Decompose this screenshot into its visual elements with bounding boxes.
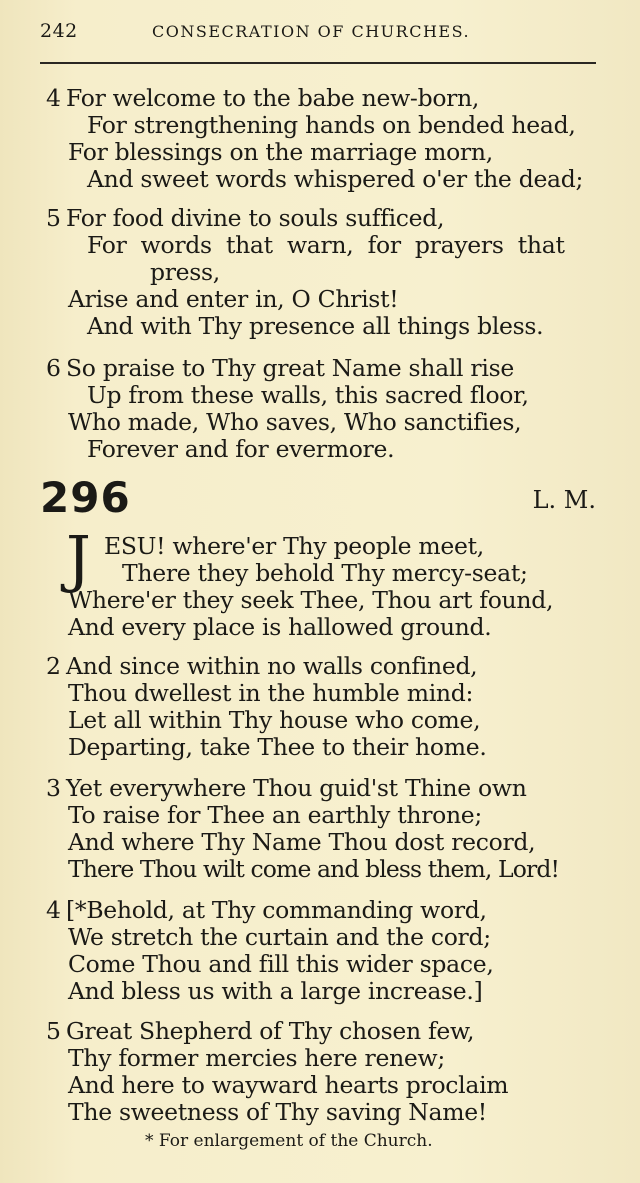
stanza-line: Where'er they seek Thee, Thou art found, [68, 586, 554, 614]
stanza-line: 5 For food divine to souls sufficed, [46, 204, 445, 232]
stanza-line: 4 [*Behold, at Thy commanding word, [46, 896, 487, 924]
stanza-line: ESU! where'er Thy people meet, [104, 532, 484, 560]
stanza-number: 4 [46, 84, 61, 112]
stanza-line: Departing, take Thee to their home. [68, 733, 487, 761]
stanza-line: For blessings on the marriage morn, [68, 138, 493, 166]
stanza-line: For words that warn, for prayers that [87, 231, 565, 259]
stanza-line: We stretch the curtain and the cord; [68, 923, 491, 951]
page-header [40, 18, 596, 46]
stanza-line: 5 Great Shepherd of Thy chosen few, [46, 1017, 475, 1045]
stanza-line: Up from these walls, this sacred floor, [87, 381, 529, 409]
stanza-line: 6 So praise to Thy great Name shall rise [46, 354, 514, 382]
stanza-line: Forever and for evermore. [87, 435, 395, 463]
stanza-line: Come Thou and fill this wider space, [68, 950, 494, 978]
stanza-line: To raise for Thee an earthly throne; [68, 801, 483, 829]
stanza-line: There they behold Thy mercy-seat; [122, 559, 528, 587]
stanza-number: 2 [46, 652, 61, 680]
stanza-line: 4 For welcome to the babe new-born, [46, 84, 480, 112]
stanza-number: 5 [46, 204, 61, 232]
stanza-line: Arise and enter in, O Christ! [68, 285, 399, 313]
hymn-number: 296 [40, 473, 131, 522]
hymn-meter: L. M. [532, 486, 596, 514]
stanza-line: And here to wayward hearts proclaim [68, 1071, 509, 1099]
stanza-line: And every place is hallowed ground. [68, 613, 492, 641]
stanza-line: Who made, Who saves, Who sanctifies, [68, 408, 522, 436]
stanza-line: Thy former mercies here renew; [68, 1044, 445, 1072]
stanza-line: And where Thy Name Thou dost record, [68, 828, 536, 856]
stanza-line: And with Thy presence all things bless. [87, 312, 544, 340]
stanza-number: 3 [46, 774, 61, 802]
stanza-number: 4 [46, 896, 61, 924]
stanza-line: 2 And since within no walls confined, [46, 652, 478, 680]
stanza-line: And sweet words whispered o'er the dead; [87, 165, 584, 193]
stanza-line: For strengthening hands on bended head, [87, 111, 576, 139]
footnote: * For enlargement of the Church. [145, 1131, 433, 1151]
stanza-line: And bless us with a large increase.] [68, 977, 483, 1005]
running-title: CONSECRATION OF CHURCHES. [152, 22, 471, 41]
stanza-number: 6 [46, 354, 61, 382]
stanza-line: 3 Yet everywhere Thou guid'st Thine own [46, 774, 527, 802]
drop-cap: J [66, 522, 91, 595]
header-rule [40, 62, 596, 64]
stanza-line: There Thou wilt come and bless them, Lord! [68, 855, 560, 883]
stanza-line: The sweetness of Thy saving Name! [68, 1098, 487, 1126]
stanza-number: 5 [46, 1017, 61, 1045]
stanza-line: press, [150, 258, 220, 286]
page-number: 242 [40, 20, 78, 42]
stanza-line: Thou dwellest in the humble mind: [68, 679, 474, 707]
stanza-line: Let all within Thy house who come, [68, 706, 481, 734]
